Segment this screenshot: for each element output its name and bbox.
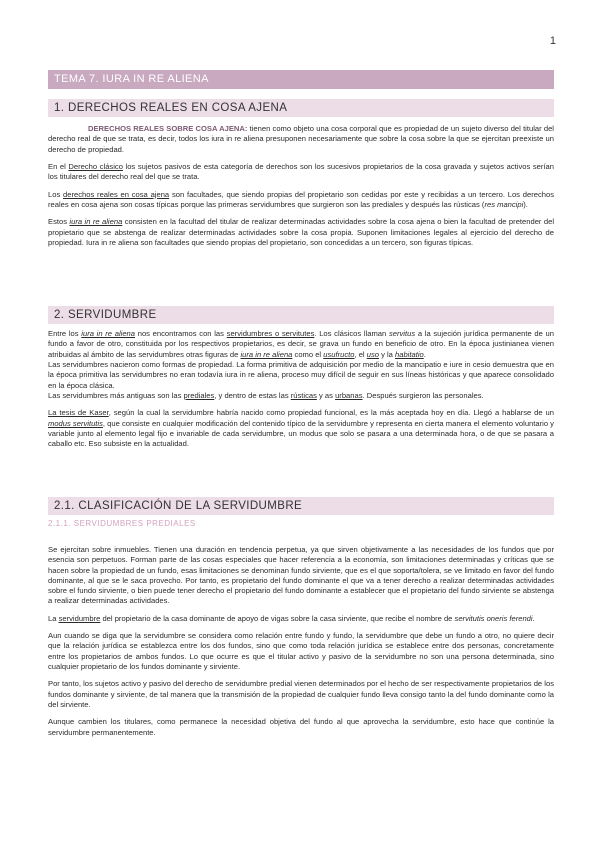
paragraph: Aun cuando se diga que la servidumbre se considera como relación entre fundo y fundo, la servidumbre que debe un fundo a otro, no quiere decir que la relación jurídica se establezca entre los dos fundos, sino que como toda relación jurídica se establece entre dos personas, concretamente entre los propietarios de ambos fundos. Lo que ocurre es que el titular activo y pasivo de la servidumbre no son una persona determinada, sino cualquier propietario de los fundos dominante y sirviente. (48, 631, 554, 671)
section-1-body (48, 124, 554, 248)
paragraph: DERECHOS REALES SOBRE COSA AJENA: tienen como objeto una cosa corporal que es propiedad de un sujeto diverso del titular del derecho real de que se trata, es decir, todos los iura in re aliena presuponen necesariamente que sobre la cosa sobre la que se ejercitan preexiste un derecho de propiedad. (48, 124, 554, 154)
section-1-heading: 1. DERECHOS REALES EN COSA AJENA (48, 99, 554, 117)
paragraph: Aunque cambien los titulares, como permanece la necesidad objetiva del fundo al que aprovecha la servidumbre, esto hace que continúe la servidumbre permanentemente. (48, 717, 554, 737)
paragraph: Por tanto, los sujetos activo y pasivo del derecho de servidumbre predial vienen determinados por el hecho de ser respectivamente propietarios de los fundos dominante y sirviente, de tal manera que la transmisión de la propiedad de cualquier fundo lleva consigo tanto la del fundo dominante como la del sirviente. (48, 679, 554, 709)
paragraph: La tesis de Kaser, según la cual la servidumbre habría nacido como propiedad funcional, es la más aceptada hoy en día. Llegó a hablarse de un modus servitutis, que consiste en cualquier modificación del contenido típico de la servidumbre y representa en cierta manera el elemento voluntario y variable junto al elemento legal fijo e invariable de cada servidumbre, un modus que solo se pasara a una determinada hora, o de que se pasara a caballo etc. Eso subsiste en la actualidad. (48, 408, 554, 449)
paragraph: La servidumbre del propietario de la casa dominante de apoyo de vigas sobre la casa sirviente, que recibe el nombre de servitutis oneris ferendi. (48, 613, 535, 623)
paragraph: Las servidumbres nacieron como formas de propiedad. La forma primitiva de adquisición por medio de la mancipatio e iure in cesio demuestra que en la época primitiva las servidumbres no eran todavía iura in re aliena, proceso muy difícil de seguir en sus líneas históricas y que aparece consolidado en la época clásica. (48, 359, 554, 390)
subsection-title: 2.1.1. SERVIDUMBRES PREDIALES (48, 519, 196, 528)
section-2-body (48, 329, 554, 449)
section-2-1-heading: 2.1. CLASIFICACIÓN DE LA SERVIDUMBRE (48, 497, 554, 515)
paragraph: Se ejercitan sobre inmuebles. Tienen una duración en tendencia perpetua, ya que sirven objetivamente a las necesidades de los fundos que por esencia son perpetuos. Forman parte de las cosas especiales que hacer referencia a la economía, son limitaciones determinadas y críticas que se hacen sobre la propiedad de un fundo, esas limitaciones se denominan fundo sirviente, que es el que soporta/tolera, se ve limitado en favor del fundo dominante, al que se le saca provecho. Por tanto, es propietario del fundo dominante el que va a tener derecho a realizar determinadas actividades sobre el fundo sirviente, o bien puede tener derecho el propietario del fundo dominante a establecer que el propietario del fundo sirviente se abstenga a realizar determinadas actividades. (48, 544, 554, 606)
paragraph: Entre los iura in re aliena nos encontramos con las servidumbres o servitutes. Los clásicos llaman servitus a la sujeción jurídica permanente de un fundo a favor de otro, constituida por los respectivos propietarios, es decir, se grava un fundo en beneficio de otro. En la época justinianea vienen atribuidas al ámbito de las servidumbres otras figuras de iura in re aliena como el usufructo, el uso y la habitatio. (48, 329, 554, 359)
section-2-1-body (48, 519, 554, 738)
tema-title-bar: TEMA 7. IURA IN RE ALIENA (48, 70, 554, 89)
term-label: DERECHOS REALES SOBRE COSA AJENA: (88, 124, 248, 133)
page-number: 1 (549, 35, 556, 47)
paragraph: En el Derecho clásico los sujetos pasivos de esta categoría de derechos son los sucesivos propietarios de la cosa gravada y sujetos activos serían los titulares del derecho real del que se trata. (48, 161, 554, 182)
section-2-heading: 2. SERVIDUMBRE (48, 306, 554, 324)
paragraph: Estos iura in re aliena consisten en la facultad del titular de realizar determinadas actividades sobre la cosa ajena o bien la facultad de pretender del propietario que se abstenga de realizar determinadas actividades sobre la cosa propia. Suponen limitaciones legales al ejercicio del derecho de propiedad. Iura in re aliena son facultades que siendo propias del propietario, son concedidas a un tercero, son figuras típicas. (48, 217, 555, 247)
paragraph: Las servidumbres más antiguas son las prediales, y dentro de estas las rústicas y as urbanas. Después surgieron las personales. (48, 390, 484, 400)
paragraph: Los derechos reales en cosa ajena son facultades, que siendo propias del propietario son cedidas por este y recibidas a un tercero. Los derechos reales en cosa ajena son cosas típicas porque las primeras servidumbres que surgieron son las prediales y después las rústicas (res mancipi). (48, 189, 554, 209)
